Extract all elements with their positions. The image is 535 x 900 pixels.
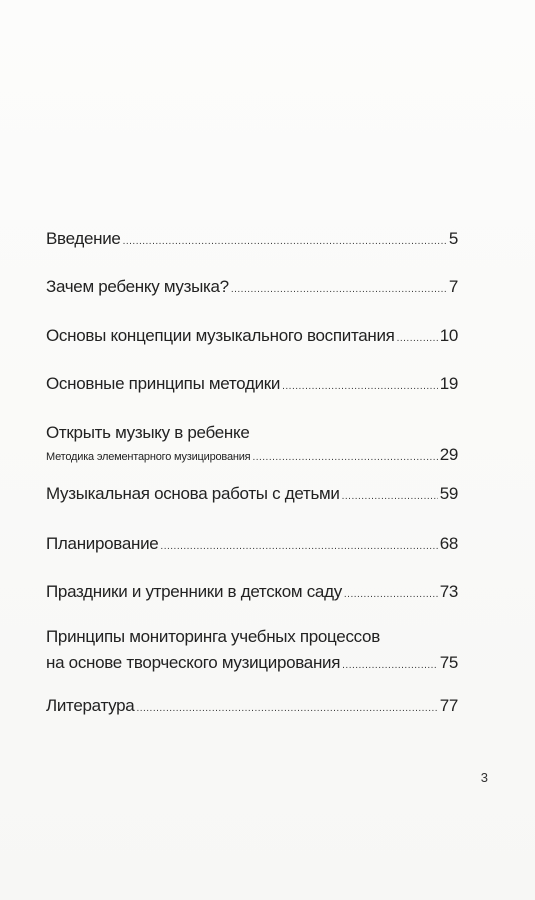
toc-entry-page: 19	[439, 374, 458, 393]
toc-entry-title: Основы концепции музыкального воспитания	[46, 326, 395, 345]
toc-line	[46, 442, 458, 471]
toc-entry-page: 5	[448, 229, 458, 248]
dot-leader	[342, 484, 438, 510]
toc-entry-page: 59	[439, 484, 458, 503]
toc-entry-open-music[interactable]	[46, 420, 458, 471]
toc-entry-literature[interactable]	[46, 693, 458, 722]
dot-leader	[136, 696, 437, 722]
dot-leader	[231, 277, 447, 303]
toc-line	[46, 531, 458, 560]
toc-entry-holidays[interactable]	[46, 579, 458, 608]
toc-entry-title: Литература	[46, 696, 135, 715]
toc-entry-title: Планирование	[46, 534, 159, 553]
toc-entry-why-music[interactable]	[46, 274, 458, 303]
toc-entry-title: Праздники и утренники в детском саду	[46, 582, 342, 601]
toc-line	[46, 650, 458, 679]
toc-entry-page: 73	[439, 582, 458, 601]
toc-entry-heading: Принципы мониторинга учебных процессов	[46, 627, 380, 646]
toc-line	[46, 323, 458, 352]
toc-entry-heading: Открыть музыку в ребенке	[46, 423, 250, 442]
toc-entry-title: Методика элементарного музицирования	[46, 451, 251, 463]
toc-line	[46, 693, 458, 722]
dot-leader	[282, 374, 438, 400]
toc-entry-musical-basis[interactable]	[46, 481, 458, 510]
toc-entry-title: Музыкальная основа работы с детьми	[46, 484, 340, 503]
toc-entry-title: Зачем ребенку музыка?	[46, 277, 229, 296]
toc-entry-page: 10	[439, 326, 458, 345]
toc-entry-title: на основе творческого музицирования	[46, 653, 341, 672]
dot-leader	[123, 229, 447, 255]
dot-leader	[342, 653, 438, 679]
toc-entry-page: 7	[448, 277, 458, 296]
toc-entry-page: 77	[439, 696, 458, 715]
dot-leader	[397, 326, 438, 352]
toc-line	[46, 579, 458, 608]
toc-entry-page: 68	[439, 534, 458, 553]
toc-entry-method-principles[interactable]	[46, 371, 458, 400]
toc-line	[46, 481, 458, 510]
toc-line	[46, 226, 458, 255]
toc-line	[46, 274, 458, 303]
dot-leader	[344, 582, 438, 608]
toc-entry-title: Основные принципы методики	[46, 374, 281, 393]
toc-entry-monitoring[interactable]	[46, 624, 458, 679]
toc-entry-title: Введение	[46, 229, 121, 248]
toc-entry-page: 29	[439, 445, 458, 464]
toc-entry-page: 75	[439, 653, 458, 672]
page-number: 3	[480, 770, 488, 785]
toc-entry-concept-basics[interactable]	[46, 323, 458, 352]
dot-leader	[160, 534, 437, 560]
toc-line	[46, 371, 458, 400]
toc-entry-introduction[interactable]	[46, 226, 458, 255]
toc-entry-planning[interactable]	[46, 531, 458, 560]
dot-leader	[252, 445, 437, 471]
